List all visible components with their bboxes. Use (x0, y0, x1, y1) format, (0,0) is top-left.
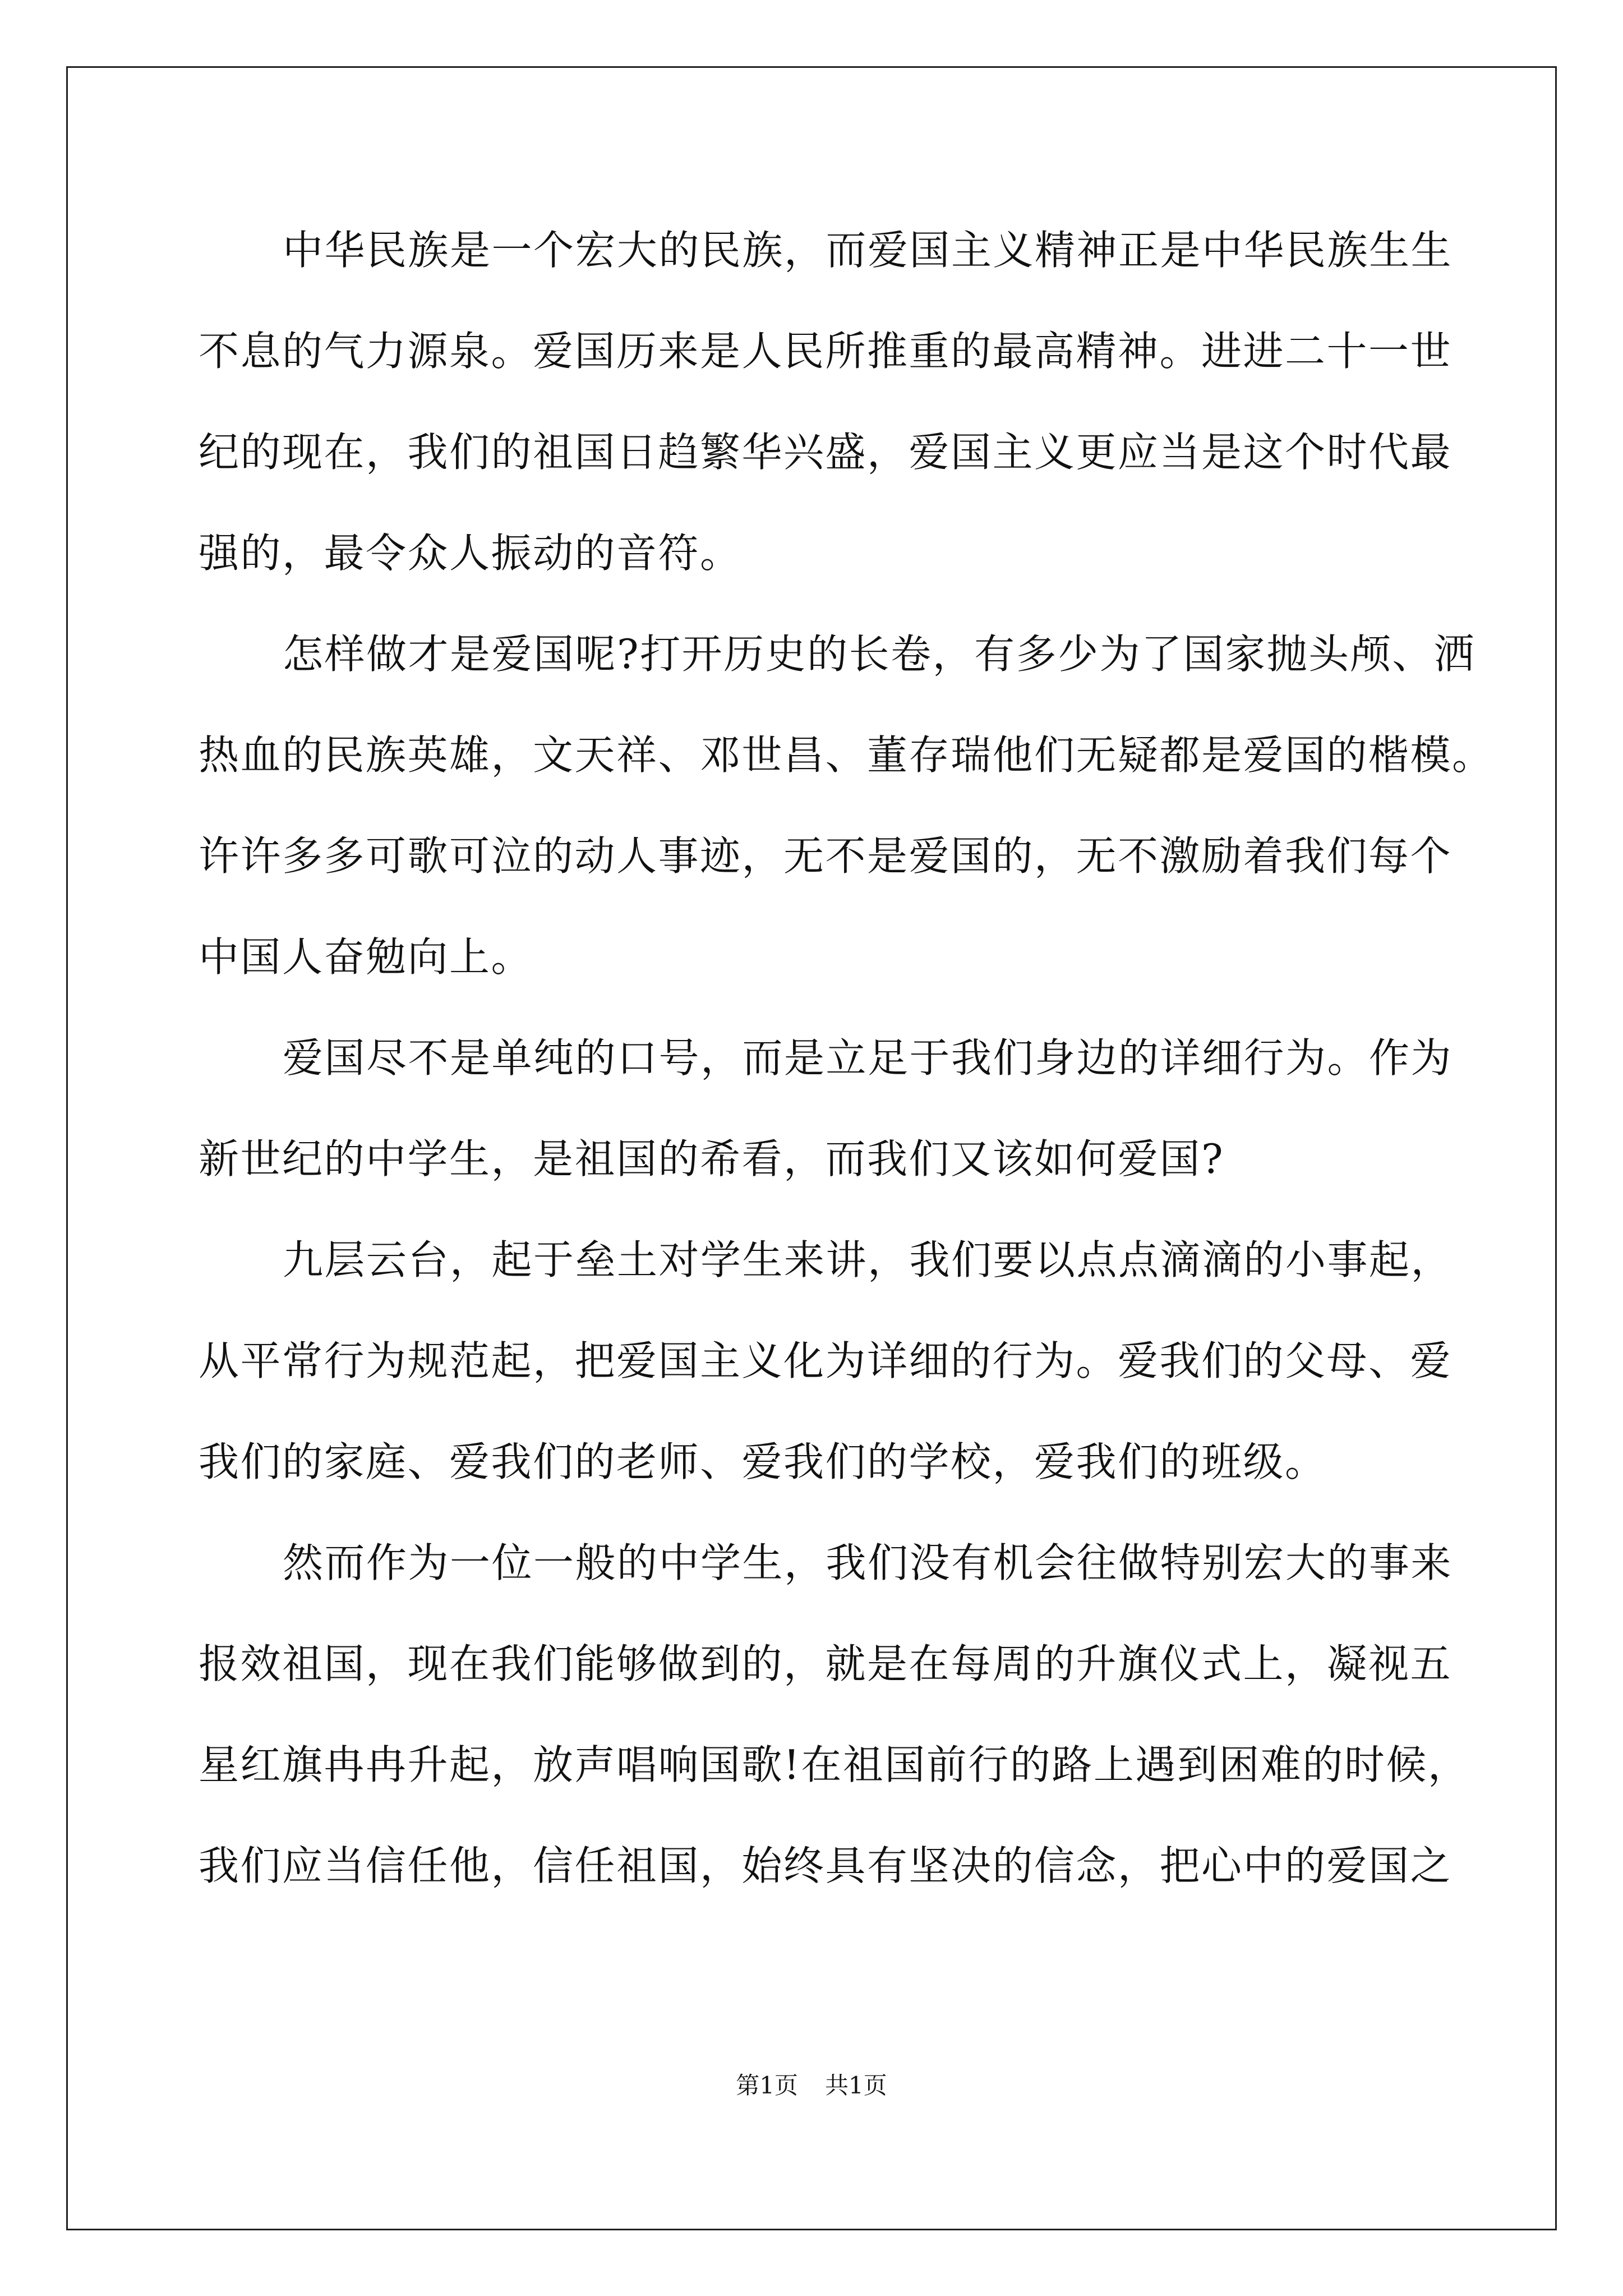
text-line-9: 爱国尽不是单纯的口号，而是立足于我们身边的详细行为。作为 (283, 1034, 1453, 1082)
page-number-current: 第1页 (736, 2072, 798, 2099)
text-line-6: 热血的民族英雄，文天祥、邓世昌、董存瑞他们无疑都是爱国的楷模。 (199, 731, 1494, 779)
text-line-12: 从平常行为规范起，把爱国主义化为详细的行为。爱我们的父母、爱 (199, 1337, 1453, 1384)
text-line-14: 然而作为一位一般的中学生，我们没有机会往做特别宏大的事来 (283, 1539, 1453, 1586)
text-line-2: 不息的气力源泉。爱国历来是人民所推重的最高精神。进进二十一世 (199, 328, 1453, 375)
text-line-5: 怎样做才是爱国呢?打开历史的长卷，有多少为了国家抛头颅、洒 (283, 631, 1476, 678)
text-line-8: 中国人奋勉向上。 (199, 933, 533, 981)
page-number-total: 共1页 (825, 2072, 887, 2099)
text-line-13: 我们的家庭、爱我们的老师、爱我们的学校，爱我们的班级。 (199, 1438, 1327, 1485)
text-line-3: 纪的现在，我们的祖国日趋繁华兴盛，爱国主义更应当是这个时代最 (199, 429, 1453, 476)
text-line-4: 强的，最令众人振动的音符。 (199, 530, 742, 577)
text-line-11: 九层云台，起于垒土对学生来讲，我们要以点点滴滴的小事起， (283, 1236, 1453, 1283)
document-body (199, 211, 1494, 1927)
page-footer (0, 2069, 1623, 2102)
text-line-10: 新世纪的中学生，是祖国的希看，而我们又该如何爱国? (199, 1135, 1225, 1182)
text-line-17: 我们应当信任他，信任祖国，始终具有坚决的信念，把心中的爱国之 (199, 1842, 1453, 1889)
text-line-15: 报效祖国，现在我们能够做到的，就是在每周的升旗仪式上，凝视五 (199, 1640, 1453, 1687)
text-line-16: 星红旗冉冉升起，放声唱响国歌!在祖国前行的路上遇到困难的时候， (199, 1741, 1470, 1788)
text-line-7: 许许多多可歌可泣的动人事迹，无不是爱国的，无不激励着我们每个 (199, 832, 1453, 880)
text-line-1: 中华民族是一个宏大的民族，而爱国主义精神正是中华民族生生 (283, 227, 1453, 274)
